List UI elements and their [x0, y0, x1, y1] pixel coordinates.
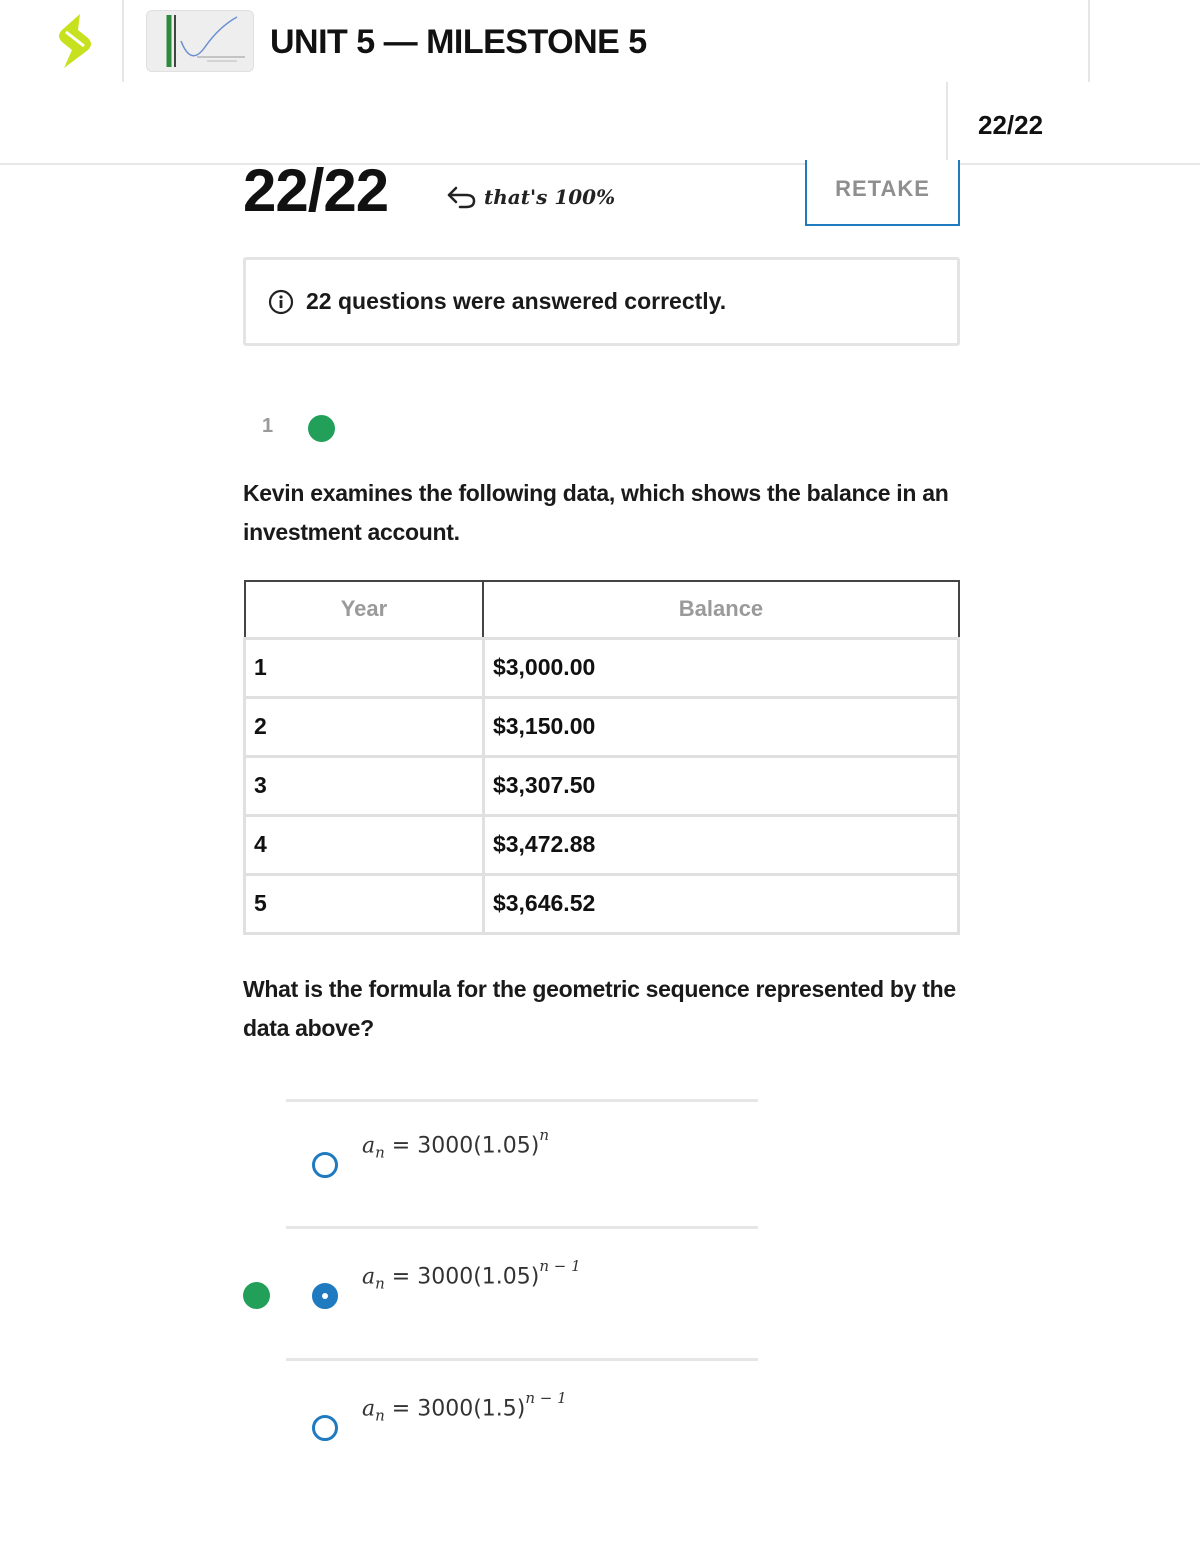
- data-table: [243, 580, 960, 935]
- formula-body: = 3000(1.05): [384, 1133, 540, 1159]
- question-correct-indicator: [308, 415, 335, 442]
- table-cell-balance: $3,472.88: [483, 815, 958, 874]
- header-divider-right: [1088, 0, 1090, 82]
- table-cell-balance: $3,307.50: [483, 756, 958, 815]
- percent-note-text: that's 100%: [484, 185, 616, 209]
- sophia-logo-icon[interactable]: [50, 12, 100, 70]
- formula-exp: n: [539, 1126, 550, 1144]
- table-cell-year: 1: [245, 638, 484, 697]
- unit-thumbnail: [146, 10, 254, 72]
- question-ask: What is the formula for the geometric sequence represented by the data above?: [243, 976, 956, 1041]
- question-prompt: Kevin examines the following data, which shows the balance in an investment account.: [243, 480, 949, 545]
- score-display: 22/22: [243, 157, 389, 224]
- option-formula-2: [362, 1257, 581, 1293]
- table-row: [245, 756, 959, 815]
- option-divider: [286, 1226, 758, 1229]
- table-cell-balance: $3,150.00: [483, 697, 958, 756]
- table-row: [245, 697, 959, 756]
- option-radio-1[interactable]: [312, 1152, 338, 1178]
- formula-lhs: a: [362, 1133, 376, 1159]
- formula-body: = 3000(1.05): [384, 1264, 540, 1290]
- option-divider: [286, 1099, 758, 1102]
- formula-lhs: a: [362, 1396, 376, 1422]
- table-cell-year: 4: [245, 815, 484, 874]
- option-formula-1: [362, 1126, 550, 1162]
- info-icon: [268, 289, 294, 315]
- retake-button[interactable]: RETAKE: [805, 160, 960, 226]
- formula-sub: n: [375, 1406, 385, 1425]
- table-header-row: [245, 581, 959, 638]
- table-cell-balance: $3,000.00: [483, 638, 958, 697]
- info-message: questions were answered correctly.: [337, 288, 727, 314]
- info-banner: [243, 257, 960, 346]
- info-text: [306, 288, 726, 315]
- question-number: 1: [262, 415, 274, 437]
- curved-arrow-icon: [446, 184, 478, 210]
- table-header-balance: Balance: [483, 581, 958, 638]
- formula-sub: n: [375, 1143, 385, 1162]
- option-divider: [286, 1358, 758, 1361]
- option-radio-2[interactable]: [312, 1283, 338, 1309]
- score-summary: 22/22: [978, 110, 1044, 140]
- table-cell-year: 2: [245, 697, 484, 756]
- info-count: 22: [306, 288, 332, 314]
- score-panel-divider: [946, 82, 948, 164]
- table-cell-year: 5: [245, 874, 484, 933]
- table-row: [245, 815, 959, 874]
- percent-note: [446, 184, 615, 210]
- formula-exp: n − 1: [539, 1257, 581, 1275]
- table-cell-balance: $3,646.52: [483, 874, 958, 933]
- subheader-divider: [0, 163, 1200, 165]
- formula-body: = 3000(1.5): [384, 1396, 526, 1422]
- top-header: [0, 0, 1200, 82]
- option-radio-3[interactable]: [312, 1415, 338, 1441]
- page-title: UNIT 5 — MILESTONE 5: [270, 23, 647, 61]
- table-row: [245, 638, 959, 697]
- formula-sub: n: [375, 1274, 385, 1293]
- formula-lhs: a: [362, 1264, 376, 1290]
- table-header-year: Year: [245, 581, 484, 638]
- correct-answer-indicator: [243, 1282, 270, 1309]
- formula-exp: n − 1: [525, 1389, 567, 1407]
- header-divider: [122, 0, 124, 82]
- table-cell-year: 3: [245, 756, 484, 815]
- option-formula-3: [362, 1389, 567, 1425]
- table-row: [245, 874, 959, 933]
